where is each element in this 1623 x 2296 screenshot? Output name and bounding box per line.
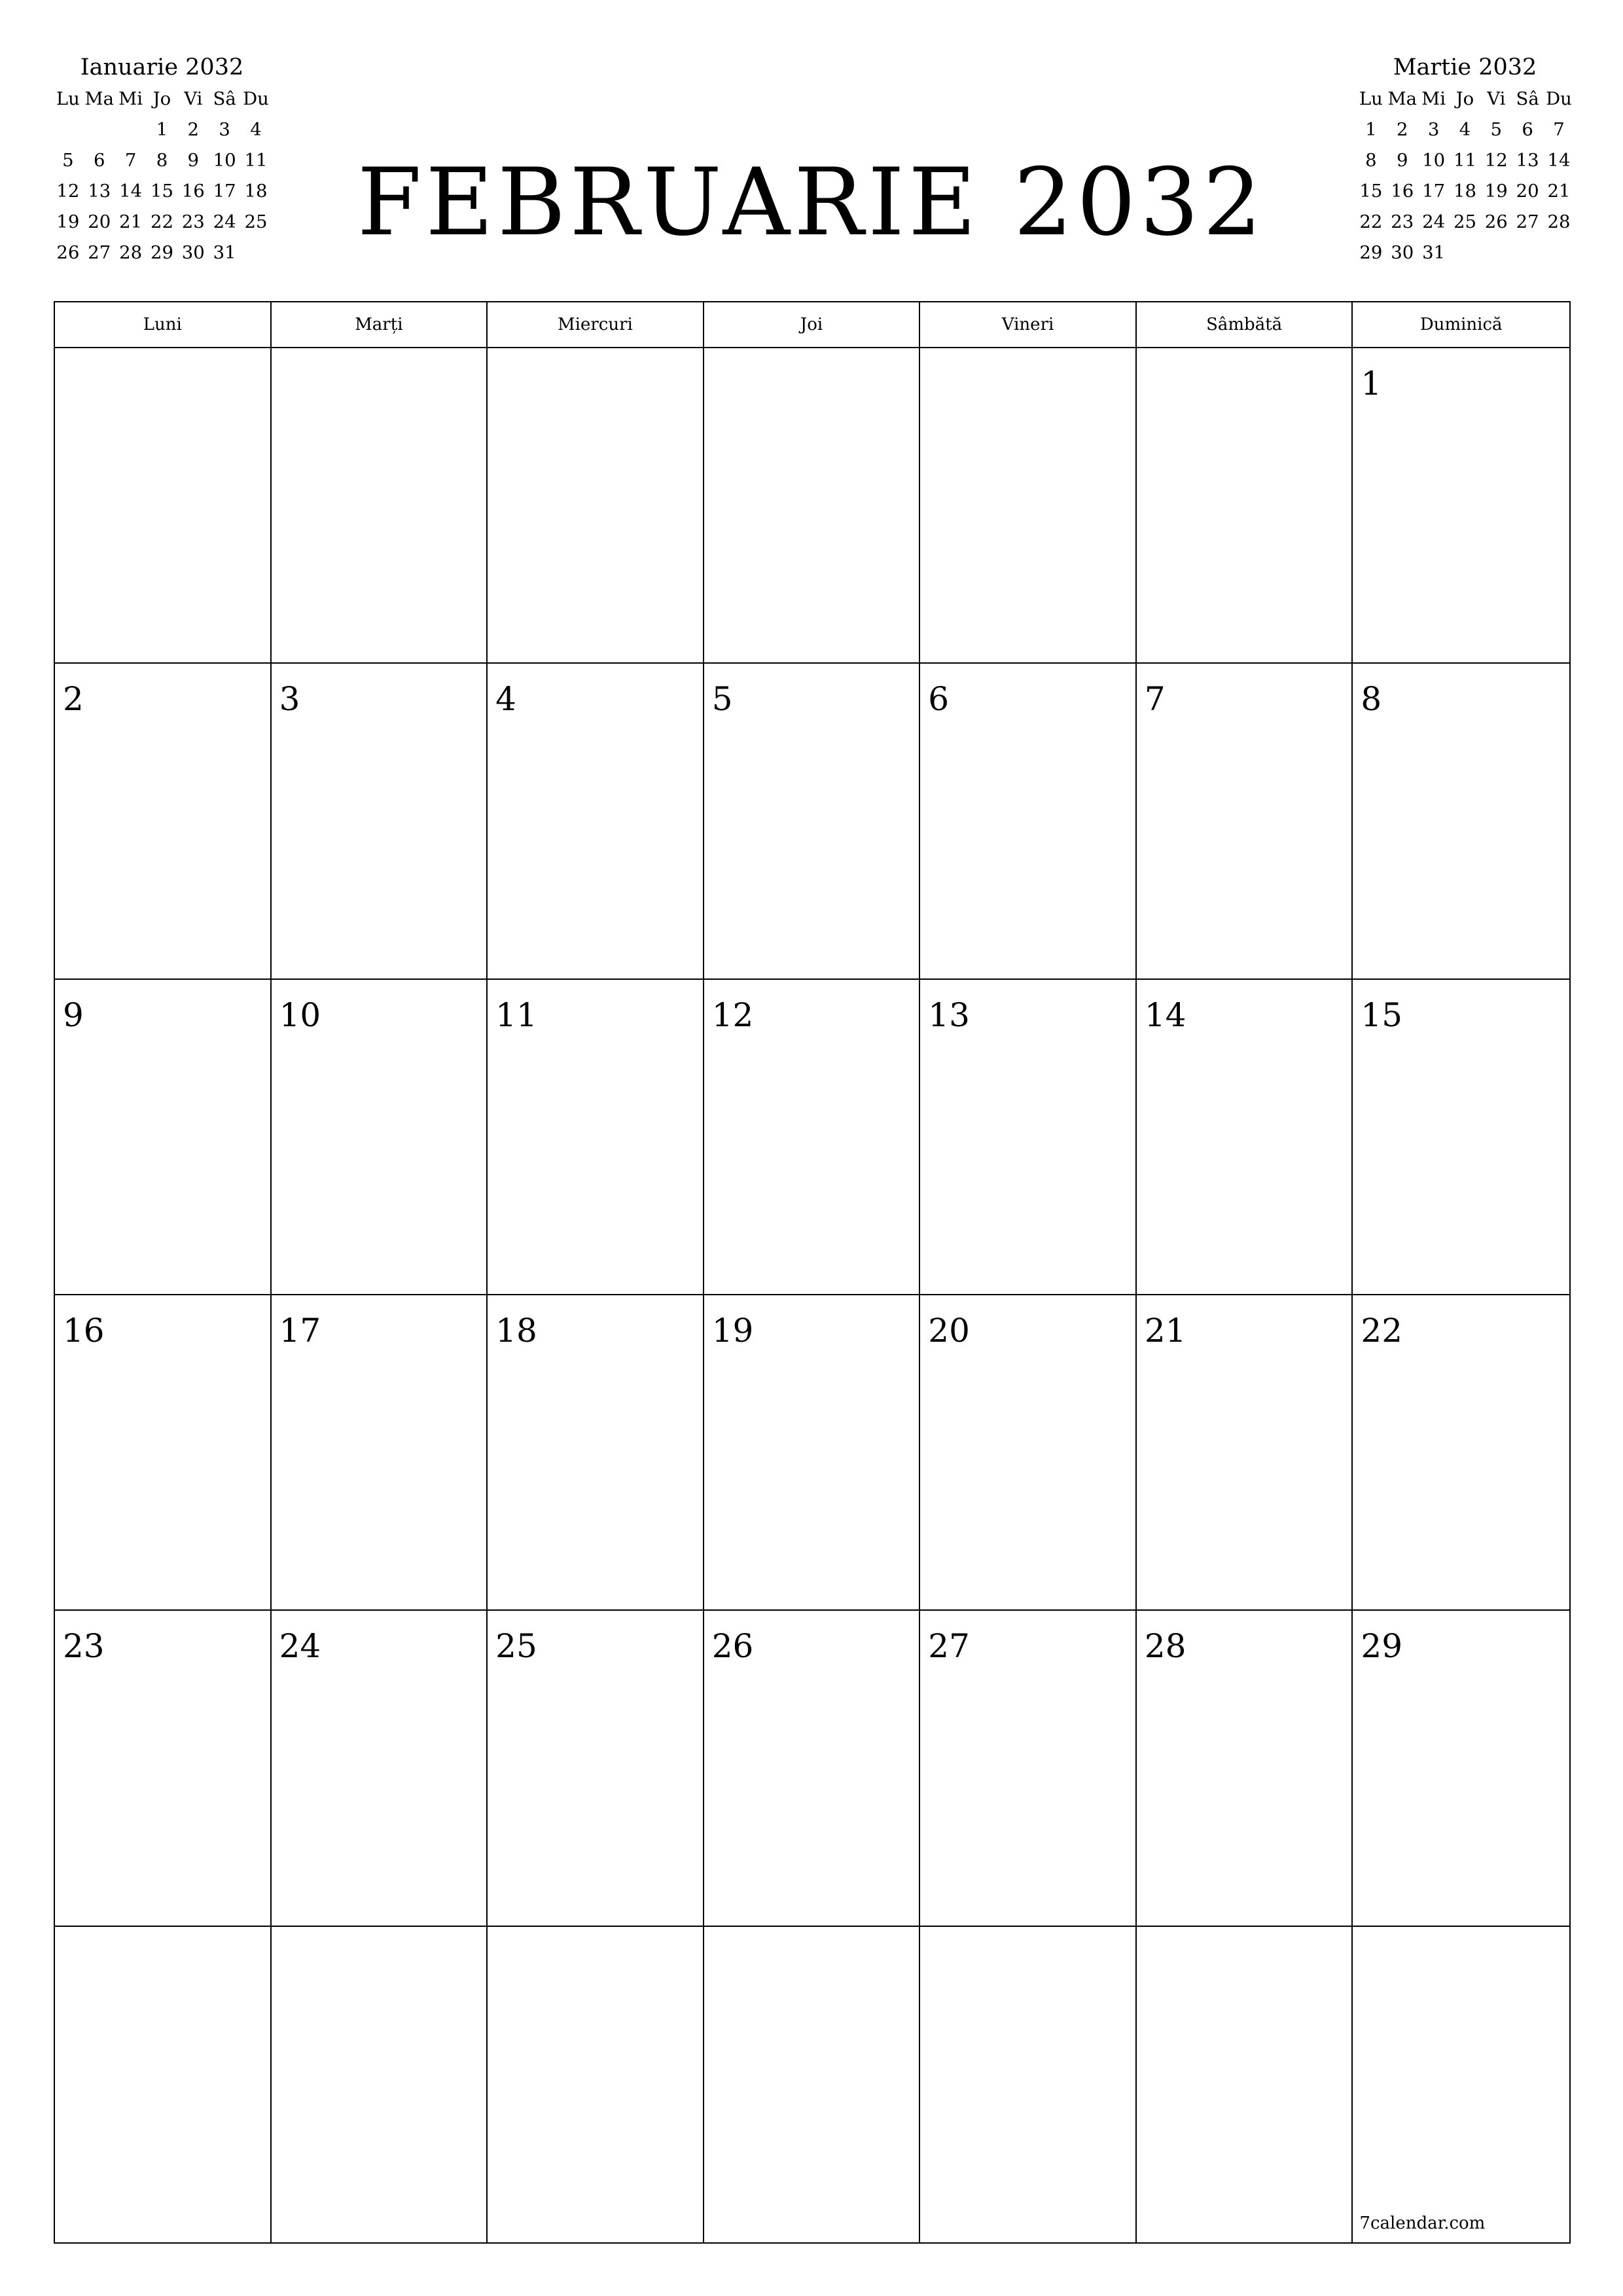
mini-calendar-title: Ianuarie 2032 [80, 54, 244, 81]
day-cell [1137, 1295, 1353, 1611]
weekday-header: Luni [55, 302, 272, 348]
day-cell [920, 664, 1137, 979]
mini-day: 18 [1453, 181, 1476, 202]
mini-day: 18 [244, 181, 268, 202]
mini-week-row [1355, 145, 1575, 176]
day-cell [272, 980, 488, 1295]
day-cell [55, 1295, 272, 1611]
mini-day [115, 115, 147, 145]
mini-day [1450, 238, 1481, 268]
day-cell [920, 1927, 1137, 2242]
day-cell [488, 1611, 704, 1926]
day-number: 12 [711, 996, 754, 1034]
day-number: 27 [928, 1627, 970, 1666]
day-cell [1353, 1611, 1569, 1926]
mini-weekday-row [52, 84, 272, 115]
mini-day: 28 [119, 242, 143, 263]
mini-day: 30 [1391, 242, 1414, 263]
day-number: 1 [1361, 365, 1382, 403]
mini-day: 13 [88, 181, 111, 202]
mini-day: 12 [56, 181, 80, 202]
day-cell [704, 348, 921, 664]
mini-day: 7 [124, 150, 137, 171]
mini-weekday: Jo [1455, 88, 1474, 109]
mini-day: 25 [244, 211, 268, 232]
mini-day: 11 [1453, 150, 1476, 171]
day-number: 14 [1144, 996, 1186, 1034]
mini-day: 23 [181, 211, 205, 232]
mini-week-row [52, 176, 272, 207]
weekday-header: Vineri [920, 302, 1137, 348]
mini-day: 19 [1484, 181, 1508, 202]
mini-day [1480, 238, 1512, 268]
mini-day: 17 [213, 181, 236, 202]
day-cell [1353, 664, 1569, 979]
mini-day: 28 [1547, 211, 1571, 232]
mini-day: 9 [187, 150, 200, 171]
month-title: FEBRUARIE 2032 [357, 149, 1266, 257]
day-cell [920, 980, 1137, 1295]
day-cell [704, 1295, 921, 1611]
day-number: 19 [711, 1312, 754, 1350]
mini-week-row [1355, 207, 1575, 238]
mini-weekday: Jo [152, 88, 171, 109]
mini-day: 2 [1397, 119, 1408, 140]
mini-day: 1 [156, 119, 168, 140]
day-cell [920, 348, 1137, 664]
mini-day: 15 [1359, 181, 1383, 202]
mini-weekday: Ma [1387, 88, 1418, 109]
weekday-header: Miercuri [488, 302, 704, 348]
footer-link[interactable]: 7calendar.com [1359, 2214, 1486, 2233]
day-cell [55, 348, 272, 664]
mini-day: 3 [1427, 119, 1440, 140]
day-number: 17 [279, 1312, 321, 1350]
mini-day: 14 [1547, 150, 1571, 171]
mini-day: 26 [1484, 211, 1508, 232]
mini-week-row [52, 145, 272, 176]
mini-day: 26 [56, 242, 80, 263]
day-number: 25 [495, 1627, 537, 1666]
weekday-header: Joi [704, 302, 921, 348]
mini-day: 6 [94, 150, 105, 171]
mini-day: 1 [1365, 119, 1377, 140]
day-number: 24 [279, 1627, 321, 1666]
day-number: 15 [1361, 996, 1403, 1034]
day-cell [1353, 348, 1569, 664]
day-cell [1137, 348, 1353, 664]
mini-day: 2 [187, 119, 200, 140]
mini-day: 8 [1365, 150, 1377, 171]
mini-day [52, 115, 84, 145]
day-number: 28 [1144, 1627, 1186, 1666]
mini-weekday: Sâ [213, 88, 236, 109]
day-cell [55, 1611, 272, 1926]
day-number: 10 [279, 996, 321, 1034]
mini-day: 22 [1359, 211, 1383, 232]
mini-weekday: Mi [118, 88, 143, 109]
mini-day: 31 [1422, 242, 1446, 263]
mini-day: 14 [119, 181, 143, 202]
mini-week-row [1355, 115, 1575, 145]
mini-weekday: Vi [1487, 88, 1506, 109]
mini-day: 29 [150, 242, 173, 263]
day-cell [488, 980, 704, 1295]
day-cell [488, 1295, 704, 1611]
day-cell [920, 1295, 1137, 1611]
mini-day: 11 [244, 150, 268, 171]
day-cell [1353, 980, 1569, 1295]
day-cell [704, 1927, 921, 2242]
mini-day: 24 [1422, 211, 1446, 232]
mini-day: 5 [1490, 119, 1503, 140]
mini-day [84, 115, 115, 145]
day-cell [1353, 1295, 1569, 1611]
mini-day: 25 [1453, 211, 1476, 232]
mini-day: 15 [150, 181, 173, 202]
day-number: 6 [928, 680, 950, 719]
day-cell [55, 664, 272, 979]
mini-weekday: Lu [1359, 88, 1383, 109]
mini-day: 8 [156, 150, 168, 171]
day-cell [272, 1611, 488, 1926]
day-cell [1353, 1927, 1569, 2242]
mini-day: 17 [1422, 181, 1446, 202]
day-cell [1137, 664, 1353, 979]
day-cell [272, 1295, 488, 1611]
mini-day: 4 [1459, 119, 1471, 140]
mini-day: 27 [1516, 211, 1539, 232]
day-number: 3 [279, 680, 300, 719]
mini-week-row [1355, 176, 1575, 207]
mini-calendar-next [1355, 51, 1575, 268]
mini-day: 16 [181, 181, 205, 202]
mini-weekday: Vi [184, 88, 203, 109]
day-cell [1137, 1611, 1353, 1926]
mini-day: 10 [213, 150, 236, 171]
mini-day: 10 [1422, 150, 1446, 171]
day-cell [704, 980, 921, 1295]
mini-day: 3 [219, 119, 230, 140]
mini-day: 6 [1522, 119, 1533, 140]
day-number: 13 [928, 996, 970, 1034]
mini-day [1512, 238, 1543, 268]
day-number: 2 [63, 680, 84, 719]
mini-calendar-previous [52, 51, 272, 268]
mini-day: 19 [56, 211, 80, 232]
day-cell [704, 1611, 921, 1926]
mini-weekday: Mi [1421, 88, 1446, 109]
day-number: 23 [63, 1627, 105, 1666]
mini-weekday: Sâ [1516, 88, 1539, 109]
mini-weekday: Du [243, 88, 269, 109]
day-cell [920, 1611, 1137, 1926]
mini-week-row [52, 115, 272, 145]
day-number: 29 [1361, 1627, 1403, 1666]
mini-day: 30 [181, 242, 205, 263]
mini-day: 27 [88, 242, 111, 263]
day-number: 21 [1144, 1312, 1186, 1350]
mini-day: 13 [1516, 150, 1539, 171]
day-cell [488, 348, 704, 664]
mini-day: 4 [250, 119, 262, 140]
mini-day: 21 [119, 211, 143, 232]
day-cell [55, 980, 272, 1295]
mini-day: 7 [1553, 119, 1565, 140]
mini-day: 24 [213, 211, 236, 232]
weekday-header: Sâmbătă [1137, 302, 1353, 348]
day-cell [488, 664, 704, 979]
mini-day [1543, 238, 1575, 268]
day-cell [55, 1927, 272, 2242]
day-number: 22 [1361, 1312, 1403, 1350]
day-number: 8 [1361, 680, 1382, 719]
day-cell [272, 348, 488, 664]
mini-day: 5 [62, 150, 74, 171]
day-cell [488, 1927, 704, 2242]
mini-day: 21 [1547, 181, 1571, 202]
mini-week-row [1355, 238, 1575, 268]
mini-weekday-row [1355, 84, 1575, 115]
mini-calendar-title: Martie 2032 [1393, 54, 1537, 81]
mini-day: 22 [150, 211, 173, 232]
mini-week-row [52, 207, 272, 238]
mini-day: 12 [1484, 150, 1508, 171]
day-number: 7 [1144, 680, 1166, 719]
mini-day: 20 [1516, 181, 1539, 202]
day-cell [1137, 980, 1353, 1295]
weekday-header: Duminică [1353, 302, 1569, 348]
day-number: 26 [711, 1627, 754, 1666]
mini-weekday: Lu [56, 88, 80, 109]
day-number: 9 [63, 996, 84, 1034]
mini-weekday: Du [1546, 88, 1572, 109]
mini-day: 20 [88, 211, 111, 232]
weekday-header: Marți [272, 302, 488, 348]
day-cell [272, 1927, 488, 2242]
day-cell [704, 664, 921, 979]
mini-week-row [52, 238, 272, 268]
day-number: 20 [928, 1312, 970, 1350]
mini-weekday: Ma [84, 88, 115, 109]
day-cell [272, 664, 488, 979]
day-number: 16 [63, 1312, 105, 1350]
mini-day: 23 [1391, 211, 1414, 232]
day-number: 4 [495, 680, 516, 719]
day-number: 18 [495, 1312, 537, 1350]
mini-day: 16 [1391, 181, 1414, 202]
month-grid [54, 301, 1571, 2244]
day-cell [1137, 1927, 1353, 2242]
mini-day: 31 [213, 242, 236, 263]
mini-day: 9 [1397, 150, 1408, 171]
mini-day: 29 [1359, 242, 1383, 263]
day-number: 5 [711, 680, 733, 719]
day-number: 11 [495, 996, 537, 1034]
